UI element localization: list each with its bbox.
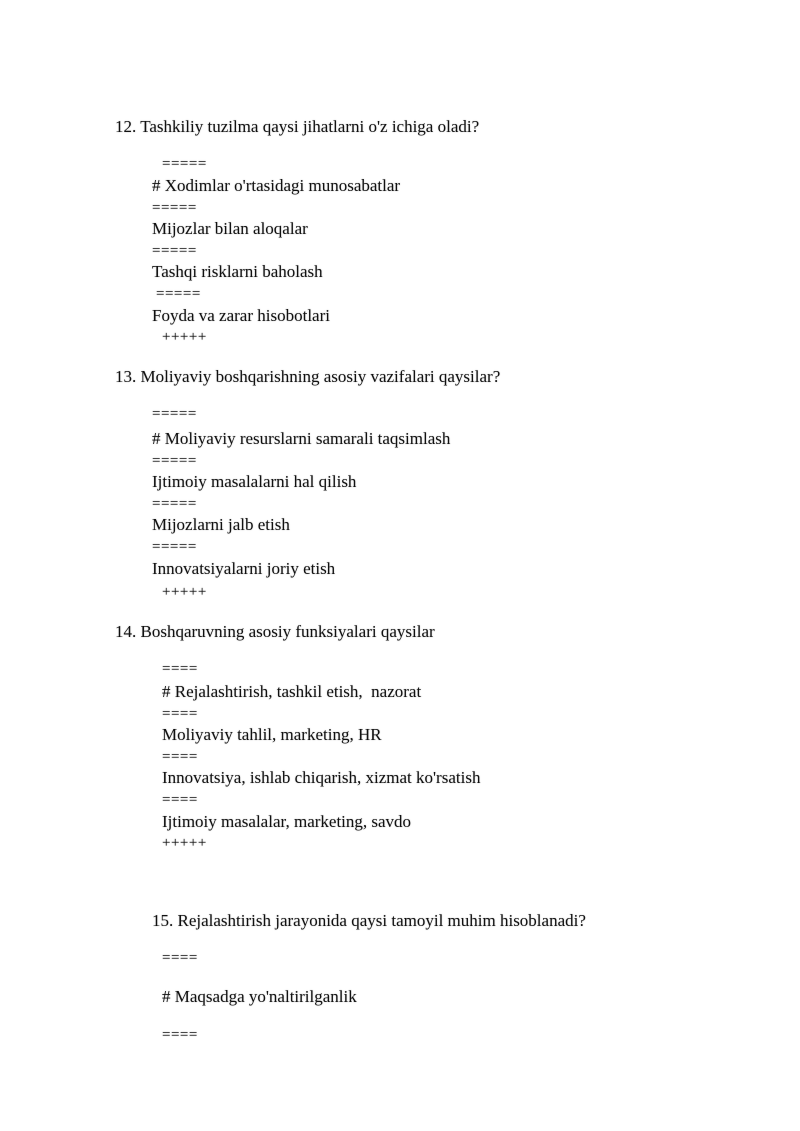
answer-correct: # Maqsadga yo'naltirilganlik [162,987,357,1006]
end-marker: +++++ [162,584,207,600]
separator: ===== [152,496,197,512]
separator: ===== [162,156,207,172]
separator: ==== [162,792,198,808]
question-12-title: 12. Tashkiliy tuzilma qaysi jihatlarni o'z ichiga oladi? [115,117,480,136]
answer-option: Ijtimoiy masalalar, marketing, savdo [162,812,412,831]
answer-correct: # Moliyaviy resurslarni samarali taqsimlash [152,429,451,448]
separator: ===== [152,453,197,469]
separator: ==== [162,950,198,966]
end-marker: +++++ [162,835,207,851]
separator: ==== [162,706,198,722]
separator: ===== [152,406,197,422]
answer-option: Mijozlarni jalb etish [152,515,290,534]
answer-option: Innovatsiya, ishlab chiqarish, xizmat ko'rsatish [162,768,481,787]
answer-correct: # Xodimlar o'rtasidagi munosabatlar [152,176,401,195]
separator: ===== [152,200,197,216]
separator: ===== [152,243,197,259]
answer-option: Innovatsiyalarni joriy etish [152,559,336,578]
answer-correct: # Rejalashtirish, tashkil etish, nazorat [162,682,422,701]
answer-option: Mijozlar bilan aloqalar [152,219,308,238]
answer-option: Tashqi risklarni baholash [152,262,323,281]
separator: ===== [152,539,197,555]
separator: ===== [156,286,201,302]
question-14-title: 14. Boshqaruvning asosiy funksiyalari qaysilar [115,622,435,641]
separator: ==== [162,749,198,765]
answer-option: Moliyaviy tahlil, marketing, HR [162,725,382,744]
end-marker: +++++ [162,329,207,345]
answer-option: Ijtimoiy masalalarni hal qilish [152,472,357,491]
separator: ==== [162,1027,198,1043]
question-15-title: 15. Rejalashtirish jarayonida qaysi tamoyil muhim hisoblanadi? [152,911,586,930]
answer-option: Foyda va zarar hisobotlari [152,306,330,325]
question-13-title: 13. Moliyaviy boshqarishning asosiy vazifalari qaysilar? [115,367,501,386]
separator: ==== [162,661,198,677]
